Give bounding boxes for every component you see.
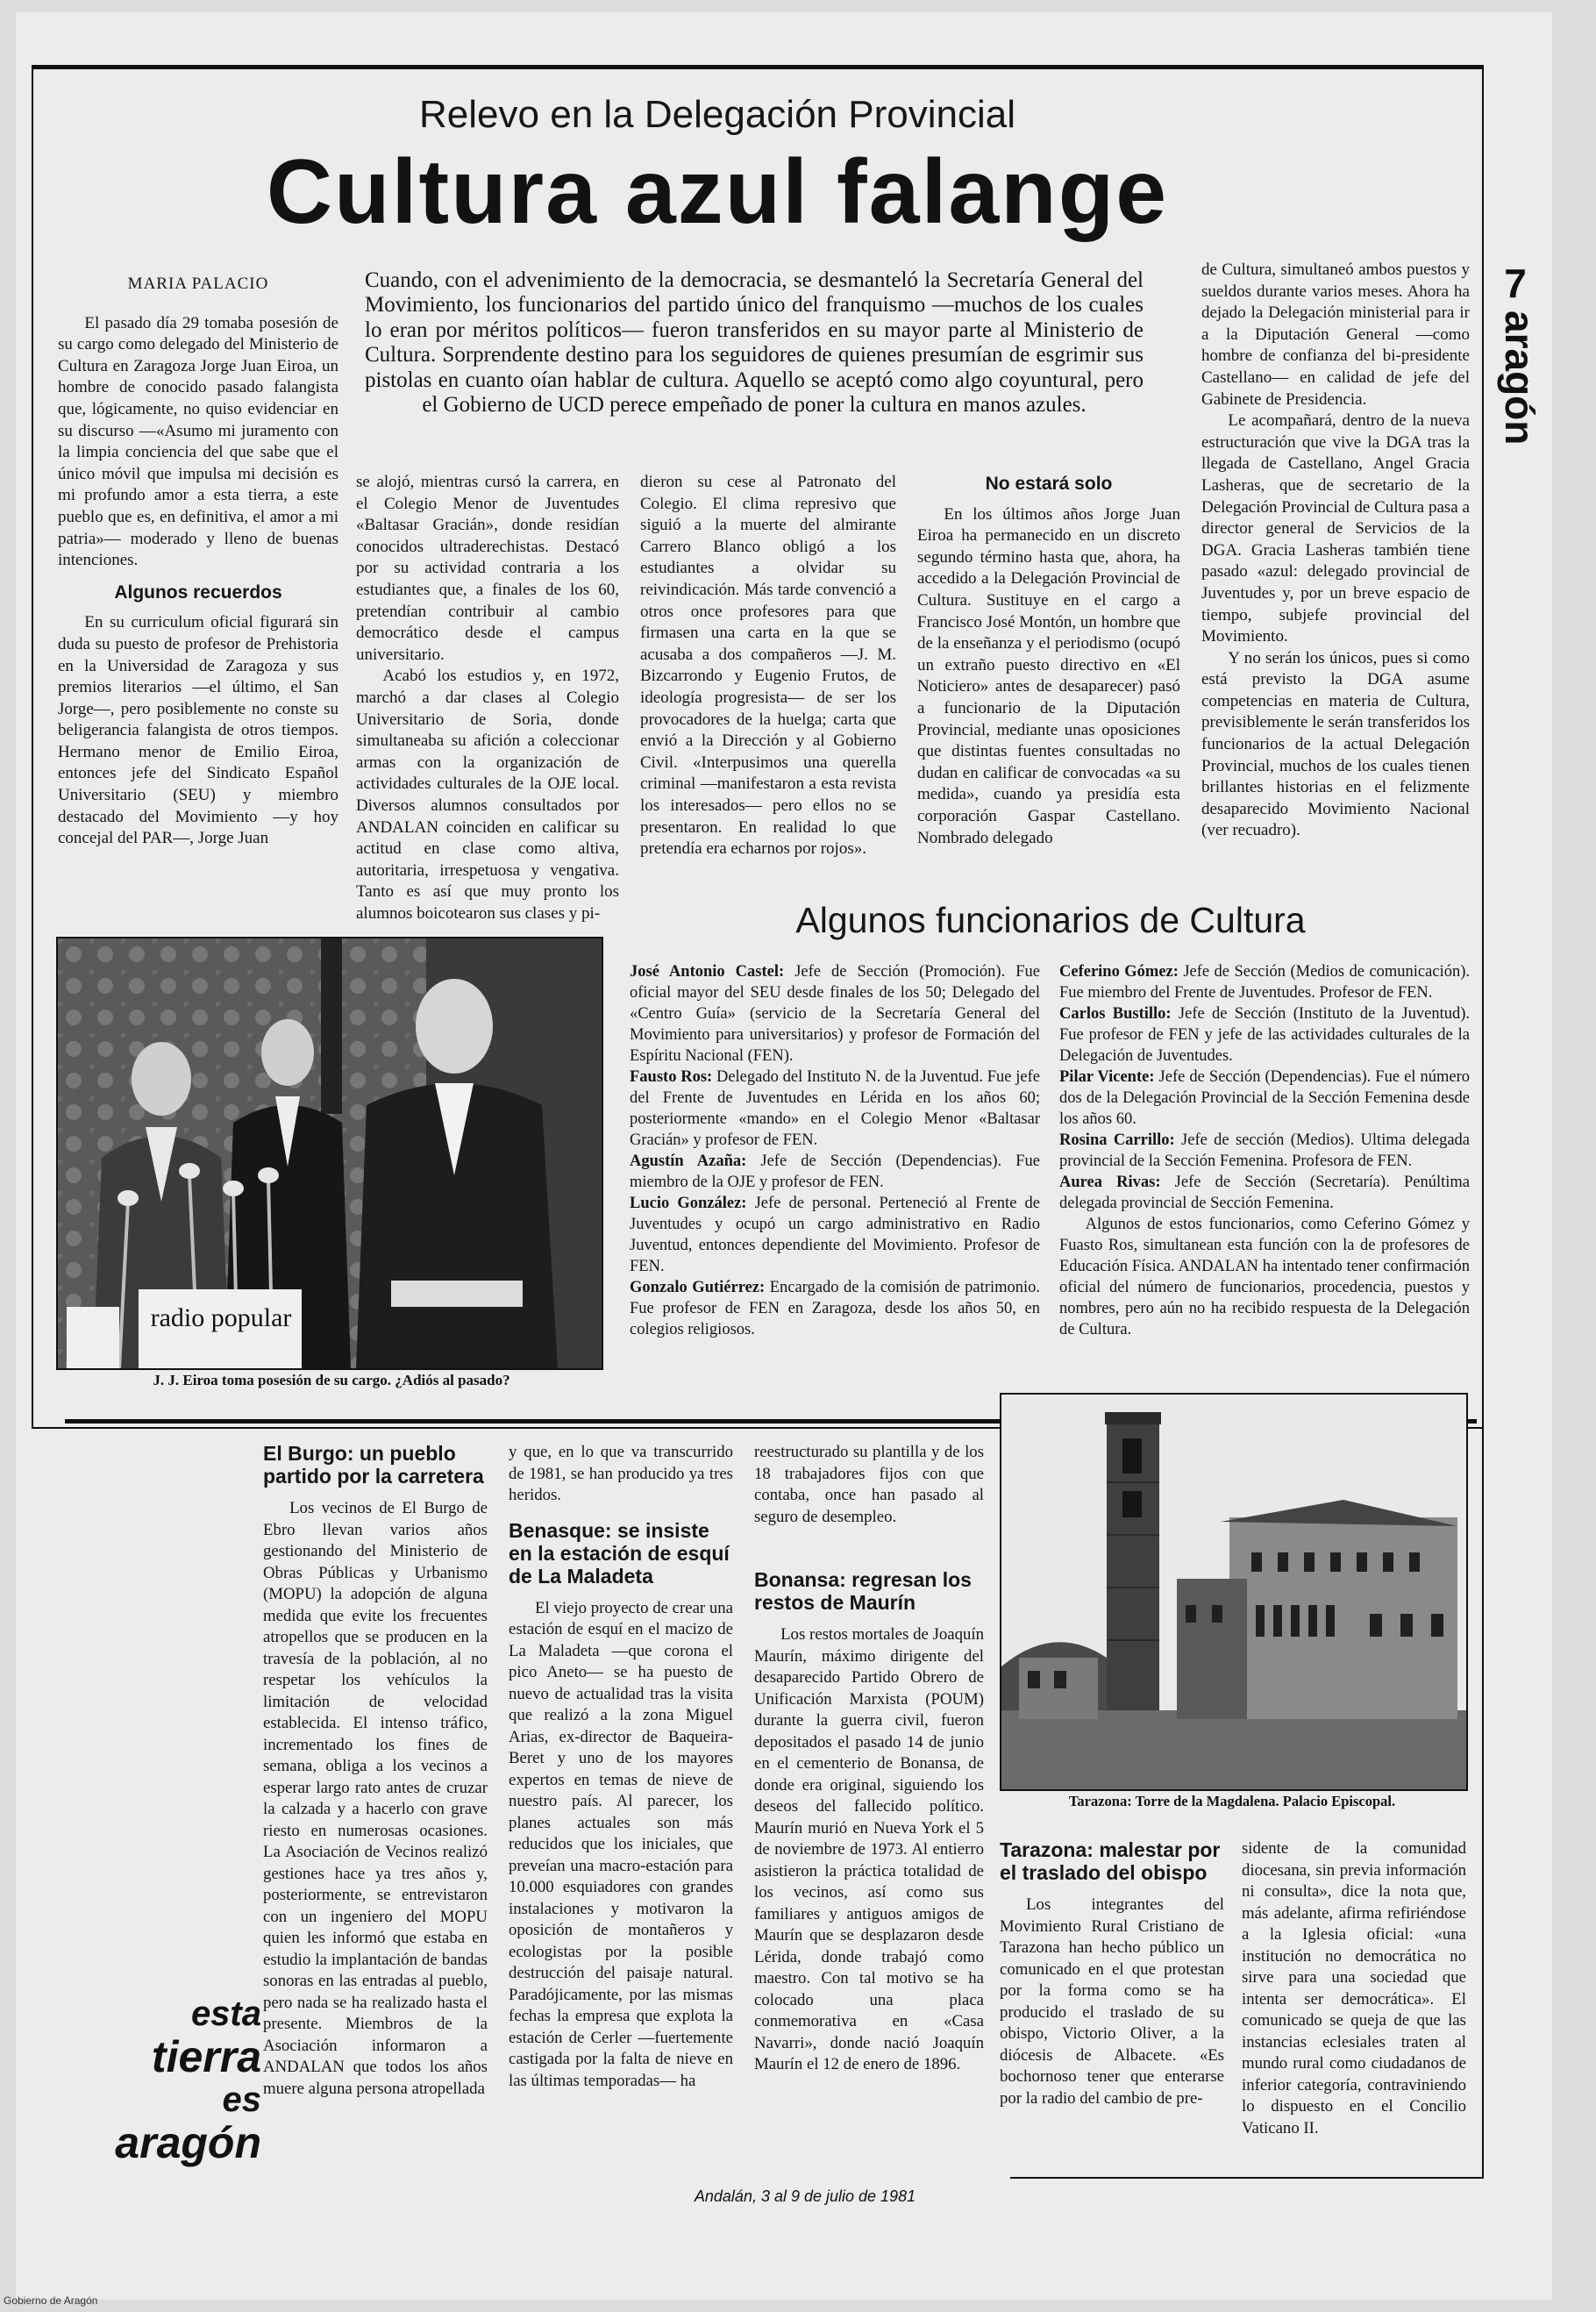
funcionarios-closing: Algunos de estos funcionarios, como Ceferino Gómez y Fuasto Ros, simultanean esta función con la de profesores de Educación Física. ANDALAN ha intentado tener confirmación oficial del número de funcionarios, procedencia, puestos y nombres, pero aún no ha recibido respuesta de la Delegación de Cultura. — [1059, 1216, 1470, 1338]
brief-bonansa-column — [754, 1442, 984, 2179]
brief-tarazona-continuation: sidente de la comunidad diocesana, sin previa información ni consulta», dice la nota que, más adelante, afirma refiriéndose a la Iglesia oficial: «una institución no democrática no sirve para una sociedad que intenta ser democrática». El comunicado se queja de que las instancias eclesiales traten al mundo rural como ciudadanos de inferior categoría, contraviniendo lo dispuesto en el Concilio Vaticano II. — [1242, 1839, 1466, 2137]
col1-paragraph-1: El pasado día 29 tomaba posesión de su cargo como delegado del Ministerio de Cultura en Zaragoza Jorge Juan Eiroa, un hombre de conocido pasado falangista que, lógicamente, no quiso evidenciar en su discurso —«Asumo mi juramento con la limpia conciencia del que sabe que el único móvil que impulsa mi decisión es mi profundo amor a esta tierra, a este pueblo que es, en definitiva, el amor a mi patria»— moderado y lleno de buenas intenciones. — [58, 313, 338, 570]
article-byline: MARIA PALACIO — [127, 275, 269, 293]
page-footer: Andalán, 3 al 9 de julio de 1981 — [694, 2187, 916, 2205]
funcionario-gonzalez-text: Jefe de personal. Perteneció al Frente de Juventudes y ocupó un cargo administrativo en Radio Juventud, entonces dependiente del Movimiento. Profesor de FEN. — [630, 1195, 1040, 1275]
col4-paragraph-1: En los últimos años Jorge Juan Eiroa ha permanecido en un discreto segundo término hasta que, ahora, ha accedido a la Delegación Provincial de Cultura. Sustituye en el cargo a Francisco José Montón, un hombre que de la enseñanza y el periodismo (ocupó un extraño puesto directivo en «El Noticiero» antes de desaparecer) pasó a funcionario de la Diputación Provincial, mediante unas oposiciones que distintas fuentes consultadas no dudan en calificar de convocadas «a su medida», cuando ya presidía esta corporación Gaspar Castellano. Nombrado delegado — [917, 504, 1180, 847]
brief-benasque-title: Benasque: se insiste en la estación de esquí de La Maladeta — [509, 1518, 730, 1588]
funcionario-vicente-text: Jefe de Sección (Dependencias). Fue el número dos de la Delegación Provincial de la Sección Femenina desde los años 60. — [1059, 1068, 1470, 1128]
funcionario-vicente-name: Pilar Vicente: — [1059, 1068, 1155, 1086]
funcionario-bustillo — [1059, 1003, 1470, 1067]
lower-frame-right-rule — [1482, 1419, 1484, 2179]
funcionario-bustillo-text: Jefe de Sección (Instituto de la Juventud). Fue profesor de FEN y jefe de las actividades culturales de la Delegación de Juventudes. — [1059, 1005, 1470, 1065]
radio-popular-sign: radio popular — [150, 1303, 292, 1332]
slogan-line-4: aragón — [115, 2118, 261, 2167]
funcionario-gonzalez — [630, 1193, 1040, 1277]
col2-paragraph-1: se alojó, mientras cursó la carrera, en el Colegio Menor de Juventudes «Baltasar Gracián», donde residían conocidos ultraderechistas. Destacó por su actividad contraria a los estudiantes que, a finales de los 60, pretendían contribuir al cambio democrático desde el campus universitario. — [356, 473, 619, 664]
subhead-no-estara-solo: No estará solo — [985, 474, 1113, 494]
funcionarios-left-column — [630, 961, 1040, 1400]
col5-paragraph-2: Le acompañará, dentro de la nueva estructuración que vive la DGA tras la llegada de Castellano, Angel Gracia Lasheras, que de secretario de la Delegación Provincial de Cultura pasa a director general de Servicios de la DGA. Gracia Lasheras también tiene pasado «azul: delegado provincial de Juventudes y, por un breve espacio de tiempo, subjefe provincial del Movimiento. — [1201, 411, 1470, 646]
funcionario-carrillo-name: Rosina Carrillo: — [1059, 1131, 1175, 1149]
funcionario-rivas — [1059, 1172, 1470, 1214]
slogan-line-3: es — [222, 2080, 261, 2119]
brief-benasque-column — [509, 1442, 733, 2179]
col3-paragraph-1: dieron su cese al Patronato del Colegio. El clima represivo que siguió a la muerte del almirante Carrero Blanco obligó a los estudiantes a olvidar su reivindicación. Más tarde convenció a otros once profesores para que firmasen una carta en la que se acusaba a dos compañeros —J. M. Bizcarrondo y Eugenio Frutos, de ideología progresista— de ser los provocadores de la huelga; carta que envió a la Dirección y al Gobierno Civil. «Interpusimos una querella criminal —manifestaron a esta revista los interesados— pero ellos no se presentaron. En realidad lo que pretendía era echarnos por rojos». — [640, 473, 896, 859]
funcionario-gomez-name: Ceferino Gómez: — [1059, 963, 1179, 981]
funcionario-azana-name: Agustín Azaña: — [630, 1152, 747, 1170]
archive-credit: Gobierno de Aragón — [4, 2294, 98, 2307]
article-kicker: Relevo en la Delegación Provincial — [419, 93, 1015, 136]
funcionario-gutierrez-name: Gonzalo Gutiérrez: — [630, 1279, 766, 1296]
article-column-3 — [640, 472, 896, 902]
funcionario-rivas-text: Jefe de Sección (Secretaría). Penúltima delegada provincial de Sección Femenina. — [1059, 1174, 1470, 1212]
funcionario-bustillo-name: Carlos Bustillo: — [1059, 1005, 1172, 1023]
eiroa-photo-caption: J. J. Eiroa toma posesión de su cargo. ¿Adiós al pasado? — [153, 1372, 510, 1388]
funcionario-ros-name: Fausto Ros: — [630, 1068, 713, 1086]
section-number: 7 — [1504, 260, 1527, 306]
lower-section-rule — [65, 1419, 1010, 1424]
brief-burgo-continuation: y que, en lo que va transcurrido de 1981, se han producido ya tres heridos. — [509, 1443, 733, 1504]
tarazona-photo-caption: Tarazona: Torre de la Magdalena. Palacio Episcopal. — [1068, 1793, 1396, 1809]
eiroa-photo — [56, 937, 603, 1370]
funcionario-gonzalez-name: Lucio González: — [630, 1195, 747, 1212]
col1-paragraph-2: En su curriculum oficial figurará sin duda su puesto de profesor de Prehistoria en la Universidad de Zaragoza y sus premios literarios —el último, el San Jorge—, pero posiblemente no conste su beligerancia falangista de otros tiempos. Hermano menor de Emilio Eiroa, entonces jefe del Sindicato Español Universitario (SEU) y miembro destacado del Movimiento —y hoy concejal del PAR—, Jorge Juan — [58, 613, 338, 848]
col5-paragraph-3: Y no serán los únicos, pues si como está previsto la DGA asume competencias en materia de Cultura, previsiblemente le serán transferidos los funcionarios de la actual Delegación Provincial, muchos de los cuales tienen brillantes historias en el felizmente desaparecido Movimiento Nacional (ver recuadro). — [1201, 648, 1470, 840]
funcionario-ros-text: Delegado del Instituto N. de la Juventud. Fue jefe del Frente de Juventudes en Lérida en los años 60; posteriormente «mando» en el Colegio Menor «Baltasar Gracián» y profesor de FEN. — [630, 1068, 1040, 1149]
eiroa-photo-graphic — [58, 938, 602, 1368]
top-rule — [32, 65, 1484, 69]
funcionarios-title: Algunos funcionarios de Cultura — [795, 900, 1306, 940]
article-headline: Cultura azul falange — [266, 141, 1169, 243]
funcionario-gutierrez-text: Encargado de la comisión de patrimonio. Fue profesor de FEN en Zaragoza, desde los años 50, en colegios religiosos. — [630, 1279, 1040, 1338]
slogan-line-1: esta — [190, 1994, 261, 2033]
article-lede: Cuando, con el advenimiento de la democracia, se desmanteló la Secretaría General del Movimiento, los funcionarios del partido único del franquismo —muchos de los cuales lo eran por méritos políticos— fueron transferidos en su mayor parte al Ministerio de Cultura. Sorprendente destino para los seguidores de quienes presumían de esgrimir sus pistolas en cuanto oían hablar de cultura. Aquello se aceptó como algo coyuntural, pero el Gobierno de UCD perece empeñado de poner la cultura en manos azules. — [365, 268, 1144, 417]
frame-left-rule — [32, 65, 33, 1429]
funcionario-azana-text: Jefe de Sección (Dependencias). Fue miembro de la OJE y profesor de FEN. — [630, 1152, 1040, 1191]
article-column-5 — [1201, 260, 1470, 891]
funcionario-azana — [630, 1151, 1040, 1193]
funcionario-gomez — [1059, 961, 1470, 1003]
frame-right-rule — [1482, 65, 1484, 1429]
col2-paragraph-2: Acabó los estudios y, en 1972, marchó a dar clases al Colegio Universitario de Soria, donde simultaneaba su afición a coleccionar armas con la organización de actividades culturales de la OJE local. Diversos alumnos consultados por ANDALAN coinciden en calificar su actitud en clase como altiva, autoritaria, irrespetuosa y vengativa. Tanto es así que muy pronto los alumnos boicotearon sus clases y pi- — [356, 667, 619, 923]
brief-benasque-paragraph: El viejo proyecto de crear una estación de esquí en el macizo de La Maladeta —que corona el pico Aneto— se ha puesto de nuevo de actualidad tras la visita que realizó a la zona Miguel Arias, ex-director de Baqueira-Beret y uno de los mayores expertos en temas de nieve de nuestro país. Al parecer, los planes actuales son más reducidos que los iniciales, que preveían una macro-estación para 10.000 esquiadores con grandes instalaciones y motivaron la oposición de montañeros y ecologistas por la posible destrucción del paisaje natural. Paradójicamente, por las mismas fechas la empresa que explota la estación de Cerler —fuertemente castigada por la falta de nieve en las últimas temporadas— ha — [509, 1598, 733, 2090]
article-column-1 — [58, 272, 338, 956]
tarazona-photo — [1000, 1393, 1468, 1791]
funcionario-carrillo-text: Jefe de sección (Medios). Ultima delegada provincial de la Sección Femenina. Profesora de FEN. — [1059, 1131, 1470, 1170]
brief-tarazona-column — [1000, 1838, 1224, 2180]
funcionario-castel — [630, 961, 1040, 1067]
funcionario-ros — [630, 1067, 1040, 1151]
section-label: aragón — [1497, 310, 1543, 446]
funcionarios-right-column — [1059, 961, 1470, 1400]
article-column-2 — [356, 472, 619, 937]
funcionario-castel-text: Jefe de Sección (Promoción). Fue oficial mayor del SEU desde finales de los 50; Delegado del «Centro Guía» (servicio de la Secretaría General del Movimiento para universitarios) y profesor de Formación del Espíritu Nacional (FEN). — [630, 963, 1040, 1065]
funcionario-rivas-name: Aurea Rivas: — [1059, 1174, 1161, 1191]
article-column-4 — [917, 472, 1180, 902]
funcionario-gutierrez — [630, 1277, 1040, 1340]
funcionario-gomez-text: Jefe de Sección (Medios de comunicación). Fue miembro del Frente de Juventudes. Profesor de FEN. — [1059, 963, 1470, 1002]
brief-tarazona-title: Tarazona: malestar por el traslado del obispo — [1000, 1838, 1221, 1884]
funcionario-castel-name: José Antonio Castel: — [630, 963, 785, 981]
funcionario-carrillo — [1059, 1130, 1470, 1172]
brief-burgo-column — [263, 1442, 488, 2179]
slogan-block — [68, 1994, 261, 2166]
tarazona-photo-graphic — [1001, 1395, 1466, 1789]
brief-bonansa-title: Bonansa: regresan los restos de Maurín — [754, 1568, 972, 1614]
brief-bonansa-paragraph: Los restos mortales de Joaquín Maurín, máximo dirigente del desaparecido Partido Obrero de Unificación Marxista (POUM) durante la guerra civil, fueron depositados el pasado 14 de junio en el cementerio de Bonansa, de donde era original, siguiendo los deseos del fallecido político. Maurín murió en Nueva York el 5 de noviembre de 1973. Al entierro asistieron la práctica totalidad de los vecinos, así como sus familiares y antiguos amigos de Maurín que se desplazaron desde Lérida, donde trabajó como maestro. Con tal motivo se ha colocado una placa conmemorativa en «Casa Navarri», donde nació Joaquín Maurín el 12 de enero de 1896. — [754, 1625, 984, 2073]
slogan-line-2: tierra — [151, 2032, 261, 2081]
brief-burgo-paragraph: Los vecinos de El Burgo de Ebro llevan varios años gestionando del Ministerio de Obras Públicas y Urbanismo (MOPU) la adopción de alguna medida que evite los frecuentes atropellos que se producen en la travesía de la población, al no respetar los vehículos la limitación de velocidad establecida. El intenso tráfico, incrementado los fines de semana, obliga a los vecinos a esperar largo rato antes de cruzar la calzada y a hacerlo con grave riesto en numerosas ocasiones. La Asociación de Vecinos realizó gestiones hace ya tres años y, posteriormente, se entrevistaron con un ingeniero del MOPU quien les informó que estaba en estudio la implantación de bandas sonoras en las entradas al pueblo, pero nada se ha realizado hasta el presente. Miembros de la Asociación informaron a ANDALAN que todos los años muere alguna persona atropellada — [263, 1499, 488, 2098]
brief-benasque-continuation: reestructurado su plantilla y de los 18 trabajadores fijos con que contaba, once han pasado al seguro de desempleo. — [754, 1443, 984, 1526]
brief-burgo-title: El Burgo: un pueblo partido por la carretera — [263, 1442, 484, 1488]
funcionario-vicente — [1059, 1067, 1470, 1130]
brief-tarazona-column-2 — [1242, 1838, 1466, 2172]
newspaper-page — [16, 12, 1552, 2300]
brief-tarazona-paragraph: Los integrantes del Movimiento Rural Cristiano de Tarazona han hecho público un comunicado en el que protestan por la forma como se ha producido el traslado de su obispo, Victorio Oliver, a la diócesis de Albacete. «Es bochornoso tener que enterarse por la radio del cambio de pre- — [1000, 1895, 1224, 2108]
col5-paragraph-1: de Cultura, simultaneó ambos puestos y sueldos durante varios meses. Ahora ha dejado la Delegación ministerial para ir a la Diputación General —como hombre de confianza del bi-presidente Castellano— en calidad de jefe del Gabinete de Presidencia. — [1201, 260, 1470, 409]
subhead-recuerdos: Algunos recuerdos — [114, 582, 282, 603]
